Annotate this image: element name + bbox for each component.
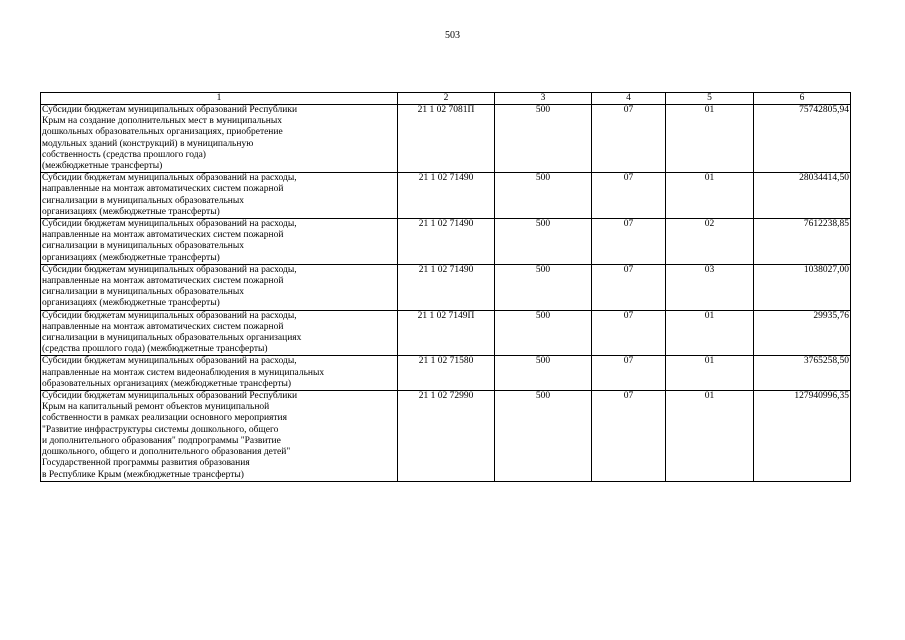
budget-table (40, 92, 851, 482)
row-col3: 500 (495, 310, 592, 356)
row-description: Субсидии бюджетам муниципальных образований на расходы, направленные на монтаж автоматических систем пожарной сигнализации в муниципальных образовательных организациях (межбюджетные трансферты) (41, 173, 398, 219)
header-col-1: 1 (41, 93, 398, 105)
row-code: 21 1 02 72990 (398, 391, 495, 482)
row-code: 21 1 02 71490 (398, 219, 495, 265)
row-col3: 500 (495, 105, 592, 173)
row-amount: 28034414,50 (754, 173, 851, 219)
row-col5: 01 (666, 391, 754, 482)
row-col4: 07 (592, 356, 666, 391)
header-col-2: 2 (398, 93, 495, 105)
row-col4: 07 (592, 219, 666, 265)
row-col3: 500 (495, 264, 592, 310)
table-row (41, 391, 851, 482)
row-col4: 07 (592, 105, 666, 173)
row-amount: 29935,76 (754, 310, 851, 356)
row-col3: 500 (495, 173, 592, 219)
row-amount: 127940996,35 (754, 391, 851, 482)
row-col4: 07 (592, 264, 666, 310)
row-description: Субсидии бюджетам муниципальных образований на расходы, направленные на монтаж автоматических систем пожарной сигнализации в муниципальных образовательных организациях (межбюджетные трансферты) (41, 264, 398, 310)
table-row (41, 219, 851, 265)
row-col5: 01 (666, 105, 754, 173)
table-row (41, 356, 851, 391)
row-description: Субсидии бюджетам муниципальных образований на расходы, направленные на монтаж автоматических систем пожарной сигнализации в муниципальных образовательных организациях (межбюджетные трансферты) (41, 219, 398, 265)
row-col3: 500 (495, 356, 592, 391)
row-col4: 07 (592, 310, 666, 356)
page-number: 503 (445, 30, 460, 41)
header-col-5: 5 (666, 93, 754, 105)
header-col-6: 6 (754, 93, 851, 105)
row-col5: 01 (666, 310, 754, 356)
row-description: Субсидии бюджетам муниципальных образований на расходы, направленные на монтаж автоматических систем пожарной сигнализации в муниципальных образовательных организациях (средства прошлого года) (межбюджетные трансферты) (41, 310, 398, 356)
table-row (41, 310, 851, 356)
row-amount: 7612238,85 (754, 219, 851, 265)
row-code: 21 1 02 71580 (398, 356, 495, 391)
table-header-row (41, 93, 851, 105)
row-col4: 07 (592, 391, 666, 482)
row-amount: 75742805,94 (754, 105, 851, 173)
row-description: Субсидии бюджетам муниципальных образований Республики Крым на капитальный ремонт объектов муниципальной собственности в рамках реализации основного мероприятия "Развитие инфраструктуры системы дошкольного, общего и дополнительного образования" подпрограммы "Развитие дошкольного, общего и дополнительного образования детей" Государственной программы развития образования в Республике Крым (межбюджетные трансферты) (41, 391, 398, 482)
row-code: 21 1 02 71490 (398, 264, 495, 310)
row-col3: 500 (495, 219, 592, 265)
row-col5: 01 (666, 356, 754, 391)
row-code: 21 1 02 7149П (398, 310, 495, 356)
table-row (41, 173, 851, 219)
row-col5: 01 (666, 173, 754, 219)
row-col3: 500 (495, 391, 592, 482)
row-code: 21 1 02 71490 (398, 173, 495, 219)
row-amount: 1038027,00 (754, 264, 851, 310)
header-col-3: 3 (495, 93, 592, 105)
row-col5: 02 (666, 219, 754, 265)
table-row (41, 105, 851, 173)
row-description: Субсидии бюджетам муниципальных образований на расходы, направленные на монтаж систем видеонаблюдения в муниципальных образовательных организациях (межбюджетные трансферты) (41, 356, 398, 391)
row-description: Субсидии бюджетам муниципальных образований Республики Крым на создание дополнительных мест в муниципальных дошкольных образовательных организациях, приобретение модульных зданий (конструкций) в муниципальную собственность (средства прошлого года) (межбюджетные трансферты) (41, 105, 398, 173)
row-amount: 3765258,50 (754, 356, 851, 391)
row-col4: 07 (592, 173, 666, 219)
row-code: 21 1 02 7081П (398, 105, 495, 173)
row-col5: 03 (666, 264, 754, 310)
table-row (41, 264, 851, 310)
header-col-4: 4 (592, 93, 666, 105)
